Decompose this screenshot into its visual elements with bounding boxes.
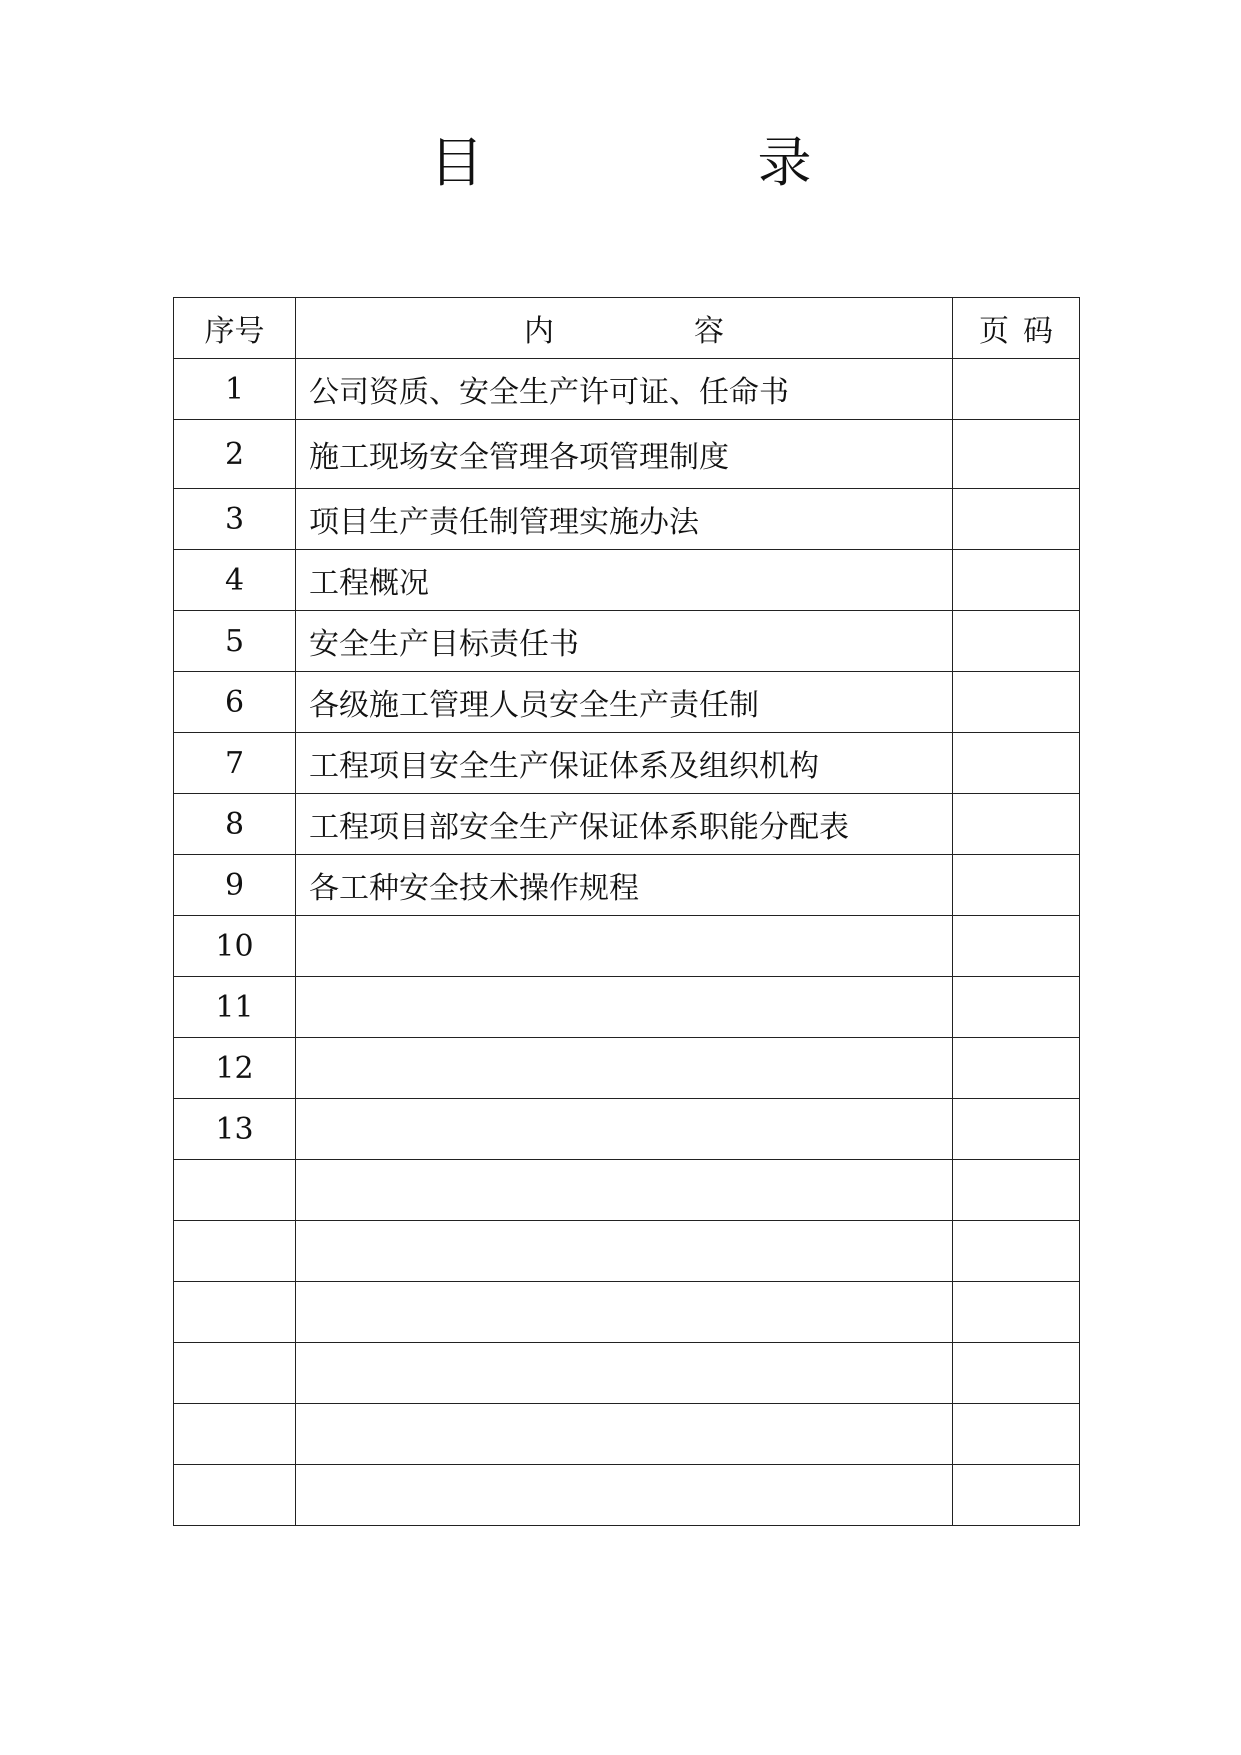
row-content	[296, 1221, 953, 1282]
row-serial-number: 3	[174, 489, 296, 550]
row-page-number	[953, 1465, 1080, 1526]
row-content: 安全生产目标责任书	[296, 611, 953, 672]
table-row	[174, 794, 1080, 855]
row-content	[296, 977, 953, 1038]
table-row	[174, 1282, 1080, 1343]
row-content	[296, 1343, 953, 1404]
table-row	[174, 672, 1080, 733]
row-page-number	[953, 794, 1080, 855]
row-serial-number	[174, 1282, 296, 1343]
row-page-number	[953, 672, 1080, 733]
table-row	[174, 420, 1080, 489]
table-row	[174, 611, 1080, 672]
table-row	[174, 855, 1080, 916]
header-serial-number: 序号	[174, 298, 296, 359]
table-row	[174, 1038, 1080, 1099]
row-content: 项目生产责任制管理实施办法	[296, 489, 953, 550]
table-row	[174, 977, 1080, 1038]
row-content: 各级施工管理人员安全生产责任制	[296, 672, 953, 733]
row-page-number	[953, 611, 1080, 672]
row-content	[296, 1282, 953, 1343]
table-header-row	[174, 298, 1080, 359]
row-content	[296, 1160, 953, 1221]
row-content	[296, 1099, 953, 1160]
row-page-number	[953, 1038, 1080, 1099]
table-row	[174, 916, 1080, 977]
row-page-number	[953, 733, 1080, 794]
row-page-number	[953, 1282, 1080, 1343]
row-content: 工程概况	[296, 550, 953, 611]
row-serial-number: 12	[174, 1038, 296, 1099]
row-serial-number: 8	[174, 794, 296, 855]
row-content	[296, 1404, 953, 1465]
row-serial-number: 1	[174, 359, 296, 420]
row-serial-number: 4	[174, 550, 296, 611]
row-content	[296, 916, 953, 977]
table-row	[174, 1221, 1080, 1282]
page-title: 目 录	[429, 131, 922, 194]
row-serial-number	[174, 1343, 296, 1404]
row-page-number	[953, 977, 1080, 1038]
row-page-number	[953, 1160, 1080, 1221]
row-serial-number: 6	[174, 672, 296, 733]
header-page-number: 页码	[953, 298, 1080, 359]
table-row	[174, 1465, 1080, 1526]
row-serial-number: 2	[174, 420, 296, 489]
table-row	[174, 550, 1080, 611]
row-serial-number	[174, 1465, 296, 1526]
row-content: 施工现场安全管理各项管理制度	[296, 420, 953, 489]
row-content: 工程项目部安全生产保证体系职能分配表	[296, 794, 953, 855]
row-serial-number: 7	[174, 733, 296, 794]
row-serial-number: 9	[174, 855, 296, 916]
row-page-number	[953, 1404, 1080, 1465]
header-content: 内容	[296, 298, 953, 359]
toc-table	[173, 297, 1080, 1526]
row-content: 工程项目安全生产保证体系及组织机构	[296, 733, 953, 794]
row-page-number	[953, 1343, 1080, 1404]
row-page-number	[953, 1221, 1080, 1282]
row-serial-number	[174, 1221, 296, 1282]
row-serial-number: 10	[174, 916, 296, 977]
row-serial-number: 13	[174, 1099, 296, 1160]
row-serial-number	[174, 1160, 296, 1221]
row-serial-number: 11	[174, 977, 296, 1038]
row-serial-number	[174, 1404, 296, 1465]
row-content	[296, 1465, 953, 1526]
row-page-number	[953, 420, 1080, 489]
table-row	[174, 1099, 1080, 1160]
table-row	[174, 1160, 1080, 1221]
table-row	[174, 733, 1080, 794]
row-content	[296, 1038, 953, 1099]
row-page-number	[953, 359, 1080, 420]
row-page-number	[953, 489, 1080, 550]
toc-body	[174, 359, 1080, 1526]
row-page-number	[953, 916, 1080, 977]
row-page-number	[953, 1099, 1080, 1160]
table-row	[174, 489, 1080, 550]
table-row	[174, 1404, 1080, 1465]
table-row	[174, 359, 1080, 420]
row-content: 各工种安全技术操作规程	[296, 855, 953, 916]
row-content: 公司资质、安全生产许可证、任命书	[296, 359, 953, 420]
row-page-number	[953, 550, 1080, 611]
row-page-number	[953, 855, 1080, 916]
row-serial-number: 5	[174, 611, 296, 672]
table-row	[174, 1343, 1080, 1404]
